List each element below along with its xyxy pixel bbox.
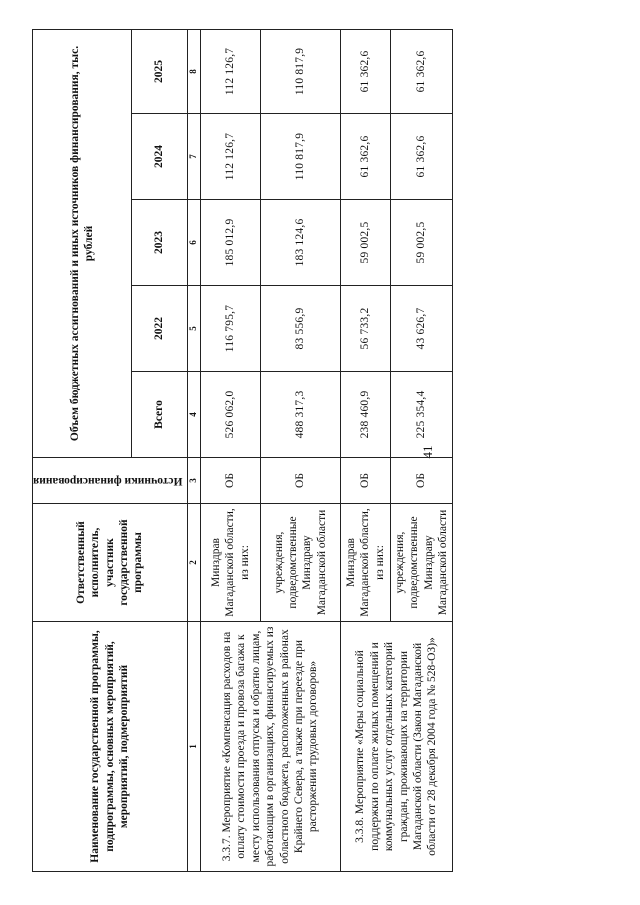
rotated-table-container	[32, 30, 449, 872]
executor-cell: Минздрав Магаданской области, из них:	[200, 504, 260, 622]
source-cell: ОБ	[260, 458, 340, 504]
value-total: 238 460,9	[340, 372, 390, 458]
header-year-2025: 2025	[132, 29, 188, 113]
header-year-total: Всего	[132, 372, 188, 458]
table-row	[200, 29, 260, 871]
header-source: Источники финансирования	[33, 474, 183, 487]
program-name-cell: 3.3.7. Мероприятие «Компенсация расходов на оплату стоимости проезда и провоза багажа к месту использования отпуска и обратно лицам, работающим в организациях, финансируемых из областного бюджета, расположенных в районах Крайнего Севера, а также при переезде при расторжении трудовых договоров»	[200, 622, 340, 872]
executor-cell: учреждения, подведомственные Минздраву Магаданской области	[390, 504, 453, 622]
index-cell: 6	[187, 200, 200, 286]
index-cell: 7	[187, 114, 200, 200]
value-2023: 183 124,6	[260, 200, 340, 286]
value-2025: 112 126,7	[200, 29, 260, 113]
header-executor: Ответственный исполнитель, участник государственной программы	[33, 504, 188, 622]
source-cell: ОБ	[200, 458, 260, 504]
value-2022: 43 626,7	[390, 286, 453, 372]
value-2024: 112 126,7	[200, 114, 260, 200]
value-2024: 61 362,6	[390, 114, 453, 200]
value-2023: 185 012,9	[200, 200, 260, 286]
executor-cell: Минздрав Магаданской области, из них:	[340, 504, 390, 622]
source-cell: ОБ	[340, 458, 390, 504]
value-2025: 61 362,6	[340, 29, 390, 113]
header-year-2022: 2022	[132, 286, 188, 372]
header-program-name: Наименование государственной программы, подпрограммы, основных мероприятий, мероприятий, подмероприятий	[33, 622, 188, 872]
header-source-cell	[33, 458, 188, 504]
header-funding-group: Объем бюджетных ассигнований и иных источников финансирования, тыс. рублей	[33, 29, 132, 457]
funding-table	[32, 29, 453, 872]
value-total: 488 317,3	[260, 372, 340, 458]
index-cell: 2	[187, 504, 200, 622]
page-number: 41	[420, 445, 435, 459]
value-2022: 56 733,2	[340, 286, 390, 372]
value-2024: 61 362,6	[340, 114, 390, 200]
index-cell: 4	[187, 372, 200, 458]
source-cell: ОБ	[390, 458, 453, 504]
index-cell: 3	[187, 458, 200, 504]
value-total: 225 354,4	[390, 372, 453, 458]
index-cell: 5	[187, 286, 200, 372]
index-cell: 1	[187, 622, 200, 872]
executor-cell: учреждения, подведомственные Минздраву Магаданской области	[260, 504, 340, 622]
program-name-cell: 3.3.8. Мероприятие «Меры социальной поддержки по оплате жилых помещений и коммунальных услуг отдельных категорий граждан, проживающих на территории Магаданской области (Закон Магаданской области от 28 декабря 2004 года № 528-ОЗ)»	[340, 622, 453, 872]
header-year-2023: 2023	[132, 200, 188, 286]
index-cell: 8	[187, 29, 200, 113]
value-2022: 83 556,9	[260, 286, 340, 372]
value-total: 526 062,0	[200, 372, 260, 458]
value-2024: 110 817,9	[260, 114, 340, 200]
value-2022: 116 795,7	[200, 286, 260, 372]
value-2025: 61 362,6	[390, 29, 453, 113]
index-row	[187, 29, 200, 871]
value-2023: 59 002,5	[340, 200, 390, 286]
value-2023: 59 002,5	[390, 200, 453, 286]
table-row	[340, 29, 390, 871]
header-year-2024: 2024	[132, 114, 188, 200]
value-2025: 110 817,9	[260, 29, 340, 113]
